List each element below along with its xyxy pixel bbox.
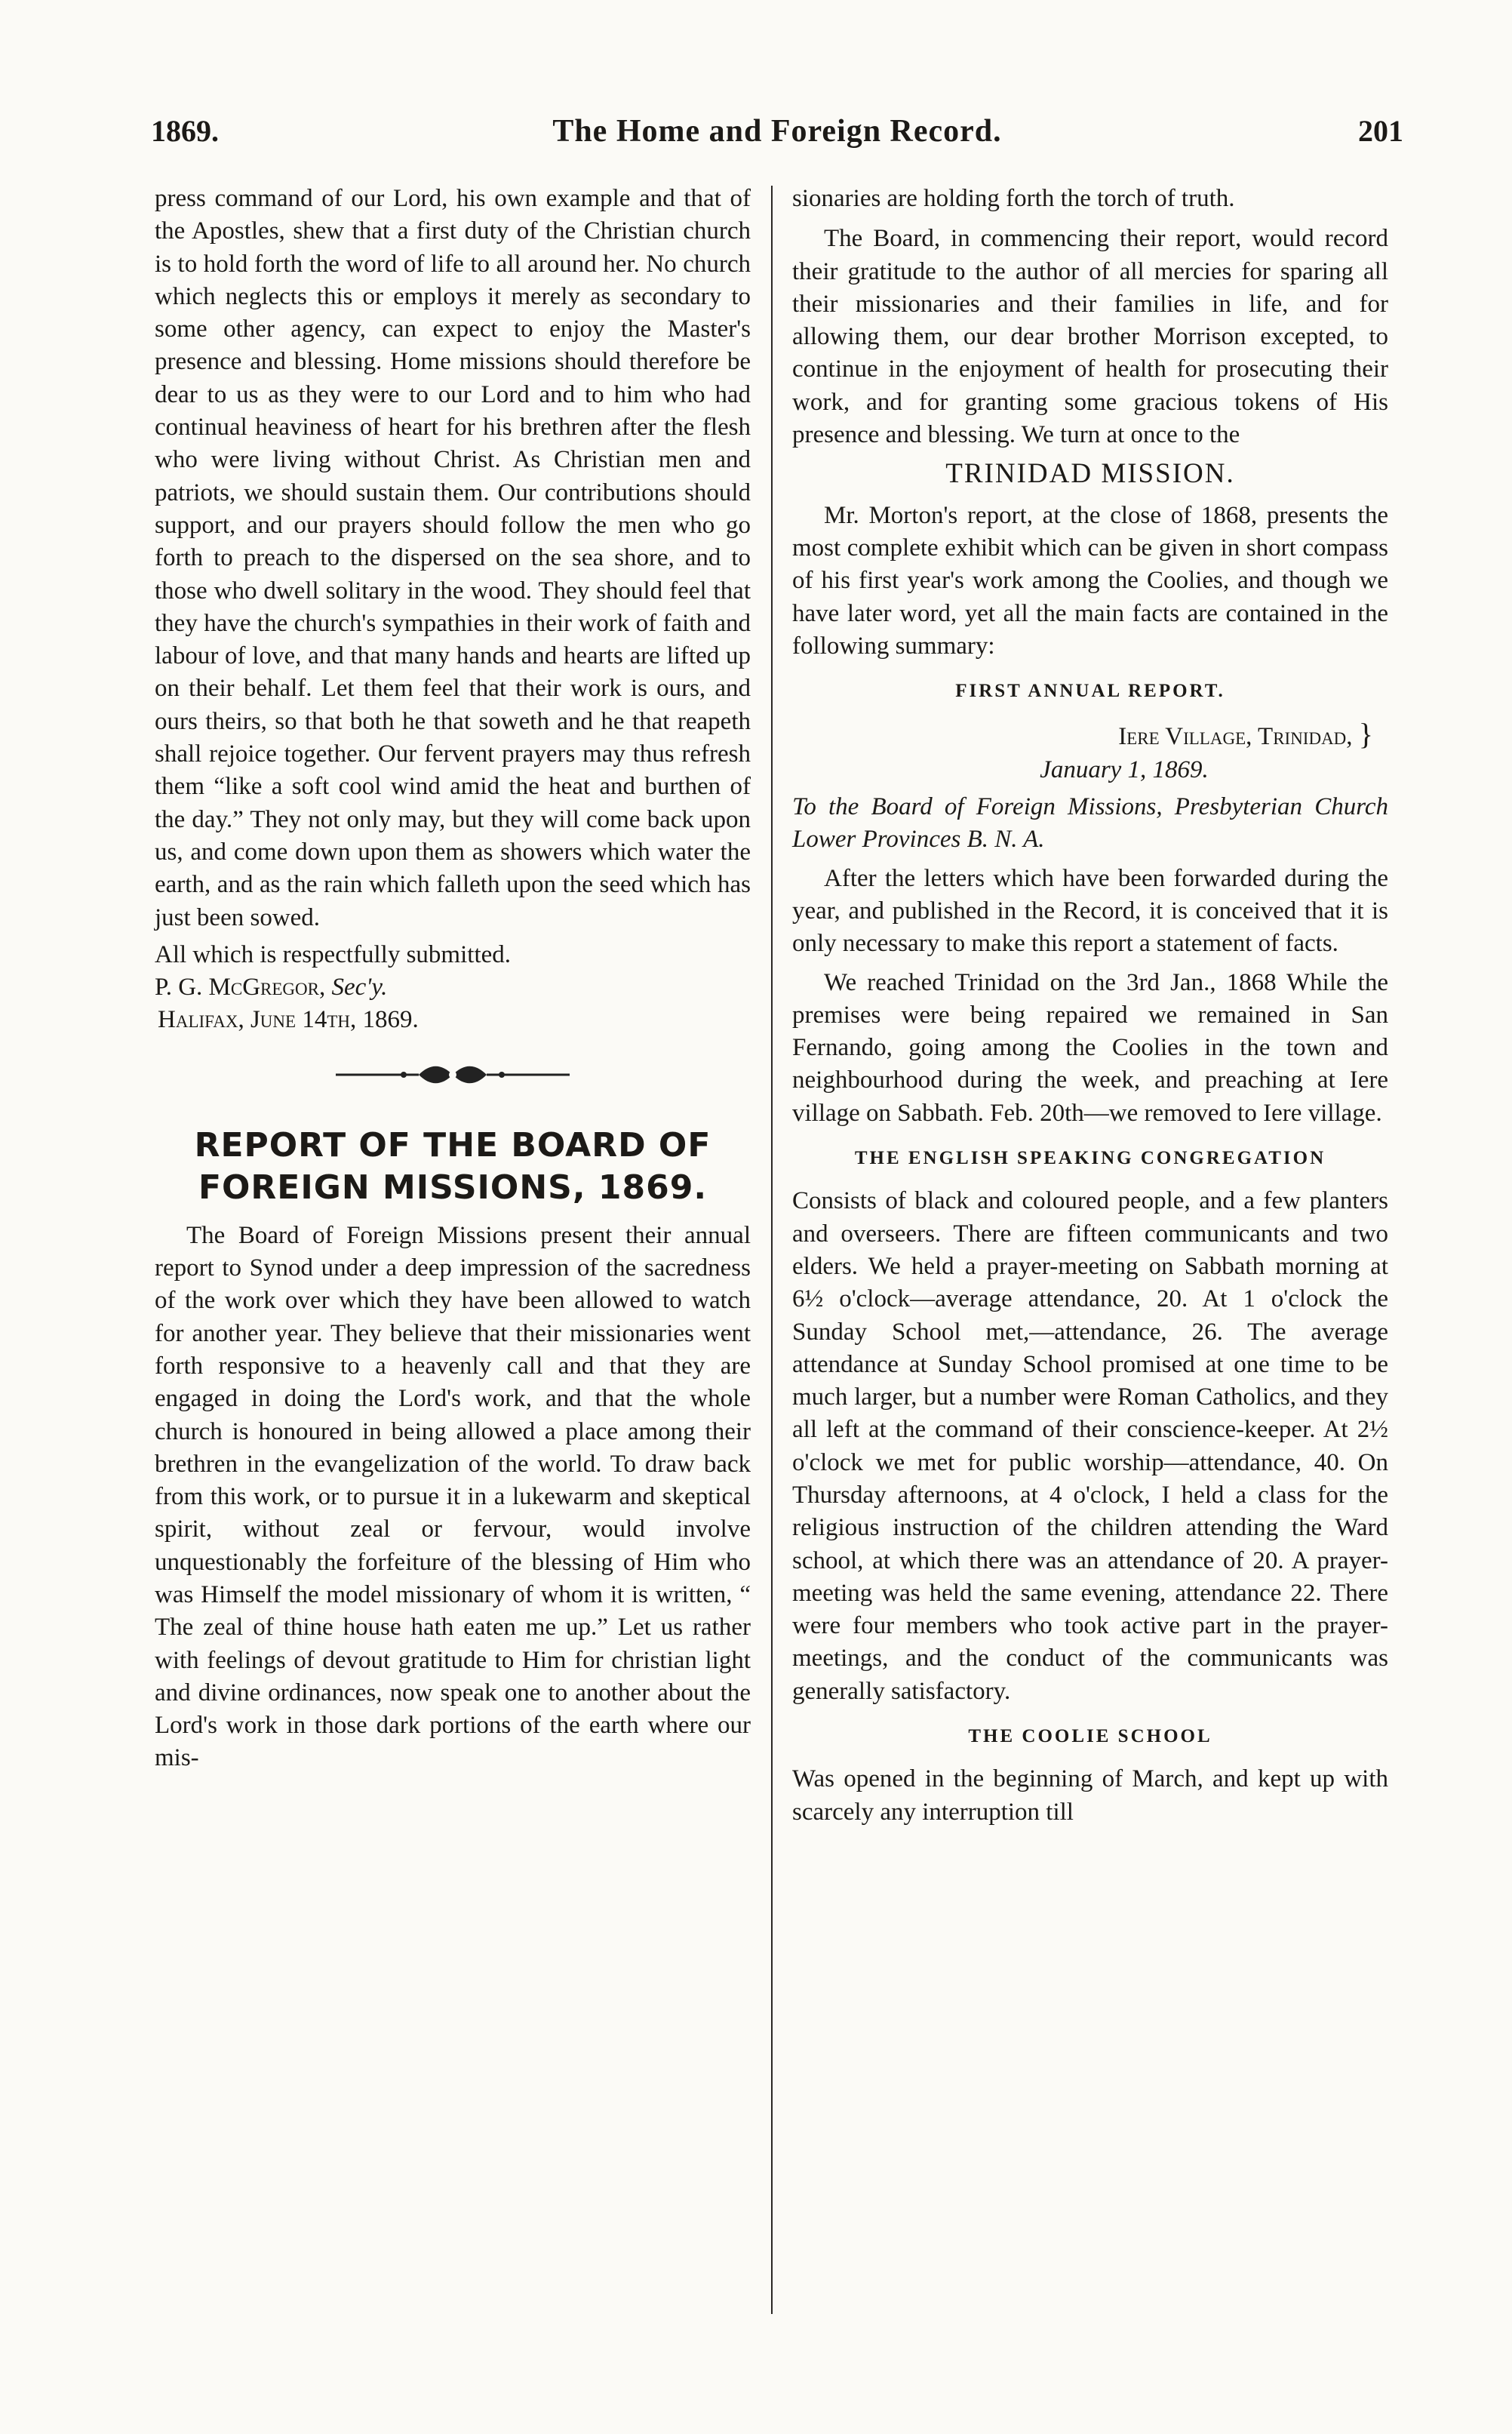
column-divider: [771, 186, 773, 2314]
right-paragraph-4: After the letters which have been forwarded during the year, and published in the Record, it is conceived that it is only necessary to make this report a statement of facts.: [792, 864, 1388, 958]
header-title: The Home and Foreign Record.: [552, 114, 1002, 149]
right-paragraph-2: The Board, in commencing their report, would record their gratitude to the author of all mercies for sparing all their missionaries and their families in life, and for allowing them, our dear brother Morrison excepted, to continue in the enjoyment of health for prosecuting their work, and for granting some gracious tokens of His presence and blessing. We turn at once to the: [792, 225, 1388, 449]
left-paragraph-2: The Board of Foreign Missions present their annual report to Synod under a deep impression of the sacredness of the work over which they have been allowed to watch for another year. They believe that their missionaries went forth responsive to a heavenly call and that they are engaged in doing the Lord's work, and that the whole church is honoured in being allowed a place among their brethren in the evangelization of the world. To draw back from this work, or to pursue it in a lukewarm and skeptical spirit, without zeal or fervour, would involve unquestionably the forfeiture of the blessing of Him who was Himself the model missionary of whom it is written, “ The zeal of thine house hath eaten me up.” Let us rather with feelings of devout gratitude to Him for christian light and divine ordinances, now speak one to another about the Lord's work in those dark portions of the earth where our mis-: [155, 1221, 751, 1772]
right-paragraph-5: We reached Trinidad on the 3rd Jan., 1868 While the premises were being repaired we remained in San Fernando, going among the Coolies in the town and neighbourhood during the week, and preaching at Iere village on Sabbath. Feb. 20th—we removed to Iere village.: [792, 968, 1388, 1127]
closing-line: All which is respectfully submitted.: [155, 940, 512, 968]
left-paragraph-1: press command of our Lord, his own example and that of the Apostles, shew that a first duty of the Christian church is to hold forth the word of life to all around her. No church which neglects this or employs it merely as secondary to some other agency, can expect to enjoy the Master's presence and blessing. Home missions should therefore be dear to us as they were to our Lord and to him who had continual heaviness of heart for his brethren after the flesh who were living without Christ. As Christian men and patriots, we should sustain them. Our contributions should support, and our prayers should follow the men who go forth to preach to the dispersed on the sea shore, and to those who dwell solitary in the wood. They should feel that they have the church's sympathies in their work of faith and labour of love, and that many hands and hearts are lifted up on their behalf. Let them feel that their work is ours, and ours theirs, so that both he that soweth and he that reapeth shall rejoice together. Our fervent prayers may thus refresh them “like a soft cool wind amid the heat and burthen of the day.” They not only may, but they will come back upon us, and come down upon them as showers which water the earth, and as the rain which falleth upon the seed which has just been sowed.: [155, 185, 751, 931]
salutation: To the Board of Foreign Missions, Presbyterian Church Lower Provinces B. N. A.: [792, 793, 1388, 854]
subheading-first-annual-report: FIRST ANNUAL REPORT.: [955, 681, 1225, 702]
page-number: 201: [1358, 114, 1403, 148]
address-line-2: January 1, 1869.: [1040, 755, 1209, 783]
subheading-english-congregation: THE ENGLISH SPEAKING CONGREGATION: [854, 1148, 1326, 1169]
signature-name: P. G. McGregor,: [155, 974, 326, 1002]
header-year: 1869.: [151, 114, 219, 148]
ornament-divider: [328, 1060, 577, 1090]
dateline: Halifax, June 14th, 1869.: [158, 1006, 419, 1034]
right-paragraph-1: sionaries are holding forth the torch of truth.: [792, 185, 1235, 212]
right-paragraph-3: Mr. Morton's report, at the close of 1868, presents the most complete exhibit which can be given in short compass of his first year's work among the Coolies, and though we have later word, yet all the main facts are contained in the following summary:: [792, 501, 1388, 660]
right-column: [792, 183, 1388, 1829]
running-header: [151, 113, 1403, 158]
report-title: REPORT OF THE BOARD OF FOREIGN MISSIONS, 1869.: [194, 1125, 711, 1207]
signature: [155, 971, 751, 1004]
signature-title: Sec'y.: [331, 974, 388, 1002]
brace-glyph: }: [1358, 717, 1373, 752]
subheading-coolie-school: THE COOLIE SCHOOL: [968, 1726, 1212, 1747]
section-heading-trinidad: TRINIDAD MISSION.: [945, 458, 1235, 490]
right-paragraph-6: Consists of black and coloured people, and a few planters and overseers. There are fifteen communicants and two elders. We held a prayer-meeting on Sabbath morning at 6½ o'clock—average attendance, 20. At 1 o'clock the Sunday School met,—attendance, 26. The average attendance at Sunday School promised at one time to be much larger, but a number were Roman Catholics, and they all left at the command of their conscience-keeper. At 2½ o'clock we met for public worship—attendance, 40. On Thursday afternoons, at 4 o'clock, I held a class for the religious instruction of the children attending the Ward school, at which there was an attendance of 20. A prayer-meeting was held the same evening, attendance 22. There were four members who took active part in the prayer-meetings, and the conduct of the communicants was generally satisfactory.: [792, 1187, 1388, 1705]
right-paragraph-7: Was opened in the beginning of March, and kept up with scarcely any interruption till: [792, 1765, 1388, 1826]
left-column: [155, 183, 751, 1775]
address-block: [792, 718, 1388, 753]
address-line-1: Iere Village, Trinidad,: [1118, 723, 1353, 751]
